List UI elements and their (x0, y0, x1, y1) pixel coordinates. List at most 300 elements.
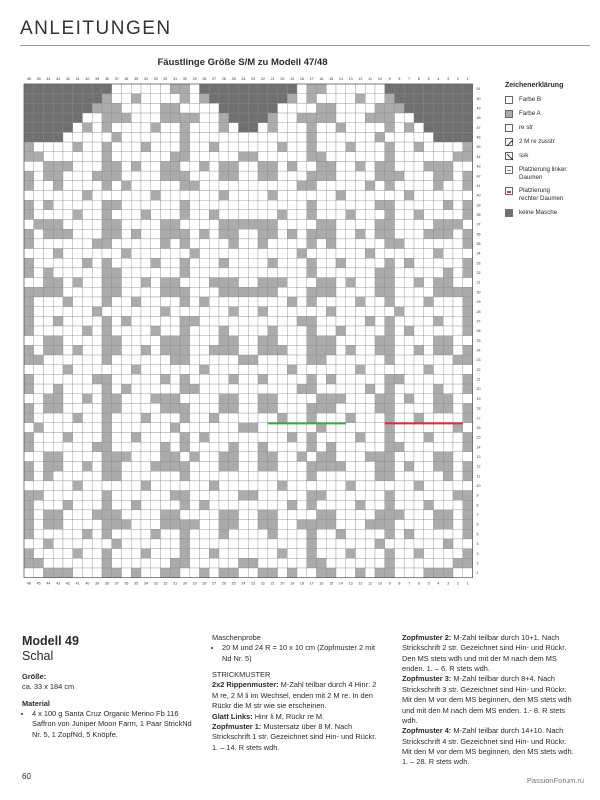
stitch-cell (414, 229, 424, 239)
stitch-cell (414, 462, 424, 472)
stitch-cell (463, 423, 473, 433)
stitch-cell (365, 442, 375, 452)
stitch-cell (404, 190, 414, 200)
stitch-cell (34, 394, 44, 404)
stitch-cell (278, 297, 288, 307)
stitch-cell (44, 539, 54, 549)
stitch-cell (434, 491, 444, 501)
stitch-cell (278, 558, 288, 568)
stitch-cell (44, 278, 54, 288)
stitch-cell (326, 345, 336, 355)
stitch-cell (278, 268, 288, 278)
stitch-cell (453, 491, 463, 501)
stitch-cell (24, 103, 34, 113)
stitch-cell (326, 239, 336, 249)
column-label-bottom: 1 (466, 581, 469, 586)
stitch-cell (53, 471, 63, 481)
stitch-cell (424, 220, 434, 230)
stitch-cell (385, 336, 395, 346)
stitch-cell (258, 481, 268, 491)
stitch-cell (346, 113, 356, 123)
stitch-cell (170, 558, 180, 568)
stitch-cell (122, 200, 132, 210)
stitch-cell (375, 481, 385, 491)
stitch-cell (365, 123, 375, 133)
stitch-cell (112, 568, 122, 578)
stitch-cell (375, 471, 385, 481)
stitch-cell (278, 403, 288, 413)
stitch-cell (385, 161, 395, 171)
row-label: 26 (476, 329, 481, 334)
stitch-cell (131, 384, 141, 394)
stitch-cell (287, 432, 297, 442)
stitch-cell (141, 132, 151, 142)
stitch-cell (287, 123, 297, 133)
stitch-cell (170, 200, 180, 210)
stitch-cell (414, 132, 424, 142)
stitch-cell (404, 452, 414, 462)
stitch-cell (463, 442, 473, 452)
stitch-cell (131, 394, 141, 404)
material-item: • 4 x 100 g Santa Cruz Organic Merino Fb 116 Saffron von Juniper Moon Farm, 1 Paar StrickNd Nr. 5, 1 ZopfNd, 5 Knöpfe. (32, 709, 192, 740)
stitch-cell (219, 491, 229, 501)
stitch-cell (239, 500, 249, 510)
stitch-cell (44, 268, 54, 278)
stitch-cell (434, 442, 444, 452)
stitch-cell (180, 278, 190, 288)
stitch-cell (161, 423, 171, 433)
stitch-cell (219, 539, 229, 549)
stitch-cell (34, 200, 44, 210)
stitch-cell (248, 132, 258, 142)
stitch-cell (122, 558, 132, 568)
stitch-cell (131, 452, 141, 462)
stitch-cell (161, 558, 171, 568)
stitch-cell (443, 171, 453, 181)
stitch-cell (278, 355, 288, 365)
stitch-cell (44, 113, 54, 123)
stitch-cell (190, 152, 200, 162)
stitch-cell (356, 510, 366, 520)
stitch-cell (278, 200, 288, 210)
stitch-cell (190, 190, 200, 200)
stitch-cell (229, 152, 239, 162)
stitch-cell (385, 113, 395, 123)
stitch-cell (151, 462, 161, 472)
stitch-cell (307, 220, 317, 230)
stitch-cell (443, 94, 453, 104)
column-label-top: 28 (202, 77, 207, 81)
stitch-cell (151, 520, 161, 530)
stitch-cell (268, 365, 278, 375)
stitch-cell (83, 529, 93, 539)
stitch-cell (375, 113, 385, 123)
stitch-cell (131, 94, 141, 104)
stitch-cell (404, 278, 414, 288)
stitch-cell (317, 297, 327, 307)
legend-item-right-thumb (505, 187, 569, 203)
stitch-cell (141, 423, 151, 433)
stitch-cell (385, 326, 395, 336)
stitch-cell (356, 287, 366, 297)
stitch-cell (131, 142, 141, 152)
stitch-cell (209, 326, 219, 336)
stitch-cell (395, 539, 405, 549)
stitch-cell (258, 491, 268, 501)
stitch-cell (287, 268, 297, 278)
stitch-cell (170, 171, 180, 181)
stitch-cell (190, 84, 200, 94)
stitch-cell (239, 171, 249, 181)
stitch-cell (24, 491, 34, 501)
stitch-cell (463, 520, 473, 530)
stitch-cell (73, 336, 83, 346)
material-heading: Material (22, 698, 50, 708)
stitch-cell (73, 297, 83, 307)
column-label-bottom: 37 (114, 581, 119, 586)
stitch-cell (414, 268, 424, 278)
stitch-cell (73, 403, 83, 413)
stitch-cell (239, 249, 249, 259)
stitch-cell (317, 171, 327, 181)
stitch-cell (239, 297, 249, 307)
stitch-cell (287, 442, 297, 452)
stitch-cell (209, 316, 219, 326)
stitch-cell (287, 161, 297, 171)
stitch-cell (453, 278, 463, 288)
stitch-cell (102, 307, 112, 317)
stitch-cell (287, 452, 297, 462)
rib-text: M-Zahl teilbar durch 4 Hinr: 2 M re, 2 M li im Wechsel, enden mit 2 M re. In den Rückr die M str wie sie erscheinen. (212, 680, 377, 711)
stitch-cell (141, 210, 151, 220)
stitch-cell (122, 210, 132, 220)
stitch-cell (112, 200, 122, 210)
stitch-cell (443, 365, 453, 375)
stitch-cell (24, 297, 34, 307)
stitch-cell (336, 452, 346, 462)
stitch-cell (336, 287, 346, 297)
stitch-cell (356, 355, 366, 365)
stitch-cell (346, 413, 356, 423)
stitch-cell (404, 432, 414, 442)
stitch-cell (131, 123, 141, 133)
stitch-cell (180, 171, 190, 181)
stitch-cell (326, 152, 336, 162)
stitch-cell (190, 287, 200, 297)
stitch-cell (346, 132, 356, 142)
stitch-cell (131, 345, 141, 355)
stitch-cell (83, 307, 93, 317)
stitch-cell (258, 287, 268, 297)
stitch-cell (180, 326, 190, 336)
stitch-cell (219, 403, 229, 413)
stitch-cell (34, 113, 44, 123)
stitch-cell (248, 142, 258, 152)
stitch-cell (190, 220, 200, 230)
stitch-cell (92, 287, 102, 297)
stitch-cell (307, 287, 317, 297)
stitch-cell (278, 462, 288, 472)
stitch-cell (131, 278, 141, 288)
stitch-cell (170, 374, 180, 384)
stitch-cell (463, 190, 473, 200)
stitch-cell (170, 529, 180, 539)
stitch-cell (209, 423, 219, 433)
stitch-cell (424, 491, 434, 501)
stitch-cell (112, 268, 122, 278)
stitch-cell (44, 171, 54, 181)
stitch-cell (24, 442, 34, 452)
stitch-cell (190, 113, 200, 123)
stitch-cell (404, 103, 414, 113)
legend-label: Platzierung linker Daumen (519, 165, 567, 181)
stitch-cell (141, 568, 151, 578)
stitch-cell (326, 103, 336, 113)
stitch-cell (443, 568, 453, 578)
stitch-cell (317, 403, 327, 413)
stitch-cell (424, 384, 434, 394)
stitch-cell (463, 171, 473, 181)
stitch-cell (229, 529, 239, 539)
stitch-cell (34, 471, 44, 481)
stitch-cell (24, 394, 34, 404)
stitch-cell (404, 529, 414, 539)
stitch-cell (434, 452, 444, 462)
stitch-cell (102, 471, 112, 481)
stitch-cell (44, 239, 54, 249)
stitch-cell (268, 510, 278, 520)
column-label-bottom: 13 (348, 581, 353, 586)
stitch-cell (404, 481, 414, 491)
stitch-cell (170, 297, 180, 307)
stitch-cell (414, 539, 424, 549)
stitch-cell (258, 539, 268, 549)
stitch-cell (112, 287, 122, 297)
legend-label: Platzierung rechter Daumen (519, 187, 564, 202)
stitch-cell (161, 181, 171, 191)
stitch-cell (83, 239, 93, 249)
stitch-cell (307, 190, 317, 200)
stitch-cell (83, 190, 93, 200)
row-label: 48 (476, 116, 481, 121)
stitch-cell (287, 345, 297, 355)
stitch-cell (83, 394, 93, 404)
stitch-cell (424, 568, 434, 578)
stitch-cell (307, 403, 317, 413)
stitch-cell (83, 491, 93, 501)
stitch-cell (151, 432, 161, 442)
stitch-cell (73, 558, 83, 568)
stitch-cell (404, 568, 414, 578)
stitch-cell (326, 287, 336, 297)
stitch-cell (229, 123, 239, 133)
legend-item-left-thumb (505, 166, 569, 182)
stitch-cell (170, 84, 180, 94)
stitch-cell (356, 345, 366, 355)
stitch-cell (44, 297, 54, 307)
stitch-cell (83, 326, 93, 336)
stitch-cell (414, 239, 424, 249)
stitch-cell (326, 249, 336, 259)
stitch-cell (102, 452, 112, 462)
stitch-cell (141, 142, 151, 152)
chart-title: Fäustlinge Größe S/M zu Modell 47/48 (157, 57, 328, 68)
stitch-cell (131, 423, 141, 433)
stitch-cell (170, 568, 180, 578)
stitch-cell (83, 113, 93, 123)
stitch-cell (141, 297, 151, 307)
stitch-cell (83, 442, 93, 452)
stitch-cell (73, 171, 83, 181)
column-label-bottom: 9 (388, 581, 391, 586)
stitch-cell (112, 394, 122, 404)
stitch-cell (453, 442, 463, 452)
stitch-cell (73, 190, 83, 200)
stitch-cell (73, 152, 83, 162)
stitch-cell (297, 491, 307, 501)
row-label: 38 (476, 212, 481, 217)
stitch-cell (229, 471, 239, 481)
column-label-bottom: 22 (260, 581, 265, 586)
stitch-cell (141, 181, 151, 191)
stitch-cell (112, 549, 122, 559)
stitch-cell (102, 413, 112, 423)
stitch-cell (209, 529, 219, 539)
stitch-cell (365, 491, 375, 501)
stitch-cell (209, 355, 219, 365)
stitch-cell (131, 181, 141, 191)
stitch-cell (170, 103, 180, 113)
stitch-cell (317, 365, 327, 375)
stitch-cell (297, 558, 307, 568)
stitch-cell (307, 529, 317, 539)
stitch-cell (102, 403, 112, 413)
stitch-cell (434, 287, 444, 297)
stitch-cell (239, 432, 249, 442)
stitch-cell (92, 462, 102, 472)
stitch-cell (443, 500, 453, 510)
stitch-cell (365, 384, 375, 394)
stitch-cell (346, 471, 356, 481)
stitch-cell (141, 471, 151, 481)
stitch-cell (424, 403, 434, 413)
stitch-cell (24, 132, 34, 142)
stitch-cell (200, 152, 210, 162)
stitch-cell (190, 374, 200, 384)
column-label-bottom: 5 (427, 581, 430, 586)
stitch-cell (83, 432, 93, 442)
stitch-cell (317, 210, 327, 220)
stitch-cell (92, 471, 102, 481)
stitch-cell (248, 268, 258, 278)
row-label: 49 (476, 106, 481, 111)
row-label: 22 (476, 367, 481, 372)
stitch-cell (365, 423, 375, 433)
stitch-cell (24, 462, 34, 472)
stitch-cell (141, 374, 151, 384)
stitch-cell (83, 510, 93, 520)
stitch-cell (102, 171, 112, 181)
stitch-cell (365, 413, 375, 423)
stitch-cell (161, 287, 171, 297)
stitch-cell (317, 123, 327, 133)
stitch-cell (434, 103, 444, 113)
stitch-cell (92, 190, 102, 200)
stitch-cell (463, 452, 473, 462)
stitch-cell (229, 142, 239, 152)
stitch-cell (268, 142, 278, 152)
stitch-cell (258, 268, 268, 278)
row-label: 13 (476, 454, 481, 459)
stitch-cell (209, 471, 219, 481)
stitch-cell (385, 462, 395, 472)
stitch-cell (287, 394, 297, 404)
stitch-cell (346, 161, 356, 171)
stitch-cell (112, 355, 122, 365)
stitch-cell (375, 374, 385, 384)
stitch-cell (141, 200, 151, 210)
stitch-cell (385, 510, 395, 520)
stitch-cell (385, 132, 395, 142)
stitch-cell (443, 287, 453, 297)
stitch-cell (443, 278, 453, 288)
stitch-cell (346, 220, 356, 230)
stitch-cell (92, 549, 102, 559)
stitch-cell (317, 200, 327, 210)
stitch-cell (434, 84, 444, 94)
stitch-cell (414, 355, 424, 365)
stitch-cell (122, 287, 132, 297)
stitch-cell (326, 568, 336, 578)
cable2-text: M-Zahl teilbar durch 10+1. Nach Strickschrift 2 str. Gezeichnet sind Hin- und Rückr. Den MS stets wdh und mit der M nach dem MS enden. 1. – 6. R stets wdh. (402, 633, 567, 674)
stitch-cell (151, 123, 161, 133)
stitch-cell (53, 442, 63, 452)
stitch-cell (336, 249, 346, 259)
stitch-cell (63, 142, 73, 152)
stitch-cell (395, 520, 405, 530)
column-label-bottom: 32 (163, 581, 168, 586)
stitch-cell (278, 171, 288, 181)
stitch-cell (219, 103, 229, 113)
stitch-cell (385, 123, 395, 133)
stitch-cell (209, 220, 219, 230)
stitch-cell (395, 558, 405, 568)
stitch-cell (414, 113, 424, 123)
stitch-cell (268, 220, 278, 230)
stitch-cell (317, 481, 327, 491)
stitch-cell (170, 549, 180, 559)
stitch-cell (92, 384, 102, 394)
stitch-cell (424, 190, 434, 200)
stitch-cell (326, 258, 336, 268)
stitch-cell (170, 500, 180, 510)
stitch-cell (73, 103, 83, 113)
stitch-cell (24, 229, 34, 239)
stitch-cell (248, 249, 258, 259)
stitch-cell (209, 568, 219, 578)
stitch-cell (209, 287, 219, 297)
stitch-cell (258, 423, 268, 433)
stitch-cell (63, 113, 73, 123)
stitch-cell (365, 113, 375, 123)
stitch-cell (63, 210, 73, 220)
stitch-cell (278, 307, 288, 317)
stitch-cell (258, 190, 268, 200)
stitch-cell (180, 229, 190, 239)
column-label-bottom: 3 (447, 581, 450, 586)
model-title: Modell 49 (22, 634, 79, 648)
stitch-cell (287, 520, 297, 530)
